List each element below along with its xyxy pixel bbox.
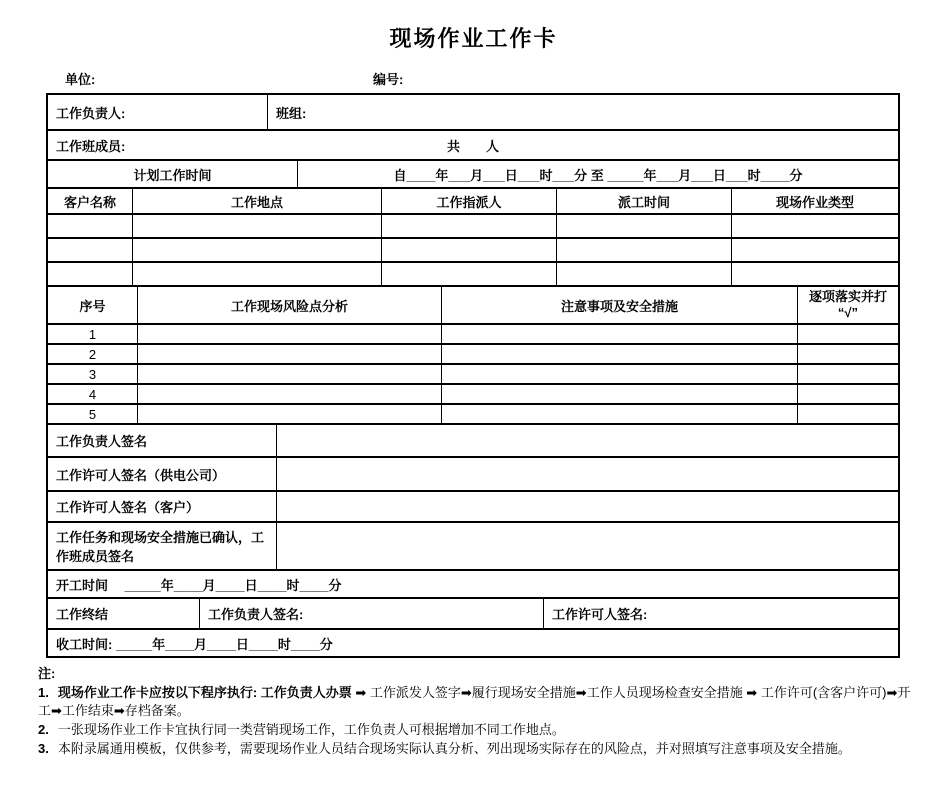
customer-name-cell: [48, 263, 132, 285]
members-signature-cell: [276, 523, 898, 569]
risk-row: [48, 323, 898, 343]
work-type-header: 现场作业类型: [731, 189, 898, 213]
check-mark-cell: [797, 365, 898, 383]
work-type-cell: [731, 239, 898, 261]
customer-empty-row: [48, 237, 898, 261]
work-location-header: 工作地点: [132, 189, 381, 213]
work-end-row: [48, 597, 898, 628]
risk-analysis-cell: [137, 325, 441, 343]
note-item-1: [38, 684, 918, 720]
work-type-cell: [731, 263, 898, 285]
work-location-cell: [132, 263, 381, 285]
work-assigner-cell: [381, 215, 556, 237]
leader-signature-cell: [276, 425, 898, 456]
plan-time-row: [48, 159, 898, 187]
customer-name-header: 客户名称: [63, 194, 116, 210]
seq-number: 4: [88, 386, 97, 402]
plan-time-blanks: 自____年___月___日___时___分 至 _____年___月___日___时____分: [297, 161, 898, 187]
note-1-text: ➡ 工作派发人签字➡履行现场安全措施➡工作人员现场检查安全措施 ➡ 工作许可(含客户许可)➡开工➡工作结束➡存档备案。: [38, 685, 911, 718]
risk-header-row: [48, 285, 898, 323]
note-3-text: 本附录属通用模板，仅供参考，需要现场作业人员结合现场实际认真分析、列出现场实际存在的风险点，并对照填写注意事项及安全措施。: [57, 741, 851, 756]
unit-label: 单位:: [65, 72, 96, 87]
note-2-number: 2.: [38, 722, 49, 737]
members-signature-label: 工作任务和现场安全措施已确认，工作班成员签名: [56, 530, 265, 564]
dispatch-time-cell: [556, 215, 731, 237]
work-assigner-cell: [381, 239, 556, 261]
permit-company-signature-row: [48, 456, 898, 490]
customer-empty-row: [48, 213, 898, 237]
note-1-bold-text: 现场作业工作卡应按以下程序执行: 工作负责人办票: [57, 685, 352, 700]
customer-name-cell: [48, 215, 132, 237]
work-location-cell: [132, 239, 381, 261]
dispatch-time-header: 派工时间: [556, 189, 731, 213]
members-total-label: 共 人: [446, 138, 499, 154]
work-location-cell: [132, 215, 381, 237]
check-mark-cell: [797, 345, 898, 363]
work-assigner-cell: [381, 263, 556, 285]
members-cell: [48, 131, 898, 159]
notes-label: 注:: [38, 666, 56, 681]
customer-header-row: [48, 187, 898, 213]
risk-analysis-cell: [137, 385, 441, 403]
note-1-number: 1.: [38, 685, 49, 700]
seq-number: 1: [88, 326, 97, 342]
page-title: 现场作业工作卡: [389, 26, 558, 51]
check-mark-header: 逐项落实并打 “√”: [797, 287, 898, 323]
leader-signature-row: [48, 423, 898, 456]
precautions-cell: [441, 405, 797, 423]
end-permit-sign-label: 工作许可人签名:: [543, 599, 898, 628]
precautions-cell: [441, 345, 797, 363]
seq-number: 5: [88, 406, 97, 422]
dispatch-time-cell: [556, 239, 731, 261]
members-signature-row: [48, 521, 898, 569]
customer-empty-row: [48, 261, 898, 285]
note-3-number: 3.: [38, 741, 49, 756]
check-mark-cell: [797, 385, 898, 403]
members-row: [48, 129, 898, 159]
notes-section: [38, 665, 947, 758]
seq-number: 2: [88, 346, 97, 362]
risk-analysis-cell: [137, 365, 441, 383]
work-type-cell: [731, 215, 898, 237]
risk-row: [48, 383, 898, 403]
work-card-table: [46, 93, 900, 658]
seq-number: 3: [88, 366, 97, 382]
check-mark-cell: [797, 405, 898, 423]
check-mark-cell: [797, 325, 898, 343]
start-time-blanks: 开工时间 _____年____月____日____时____分: [56, 577, 342, 593]
number-label: 编号:: [373, 72, 404, 87]
permit-company-signature-cell: [276, 458, 898, 490]
risk-row: [48, 343, 898, 363]
permit-company-signature-label: 工作许可人签名（供电公司）: [56, 467, 226, 483]
risk-analysis-cell: [137, 345, 441, 363]
customer-name-cell: [48, 239, 132, 261]
plan-time-label: 计划工作时间: [133, 167, 212, 183]
finish-time-blanks: 收工时间: _____年____月____日____时____分: [56, 636, 333, 652]
leader-signature-label: 工作负责人签名: [56, 434, 148, 449]
risk-row: [48, 363, 898, 383]
work-leader-label: 工作负责人:: [56, 105, 126, 121]
dispatch-time-cell: [556, 263, 731, 285]
risk-analysis-cell: [137, 405, 441, 423]
members-label: 工作班成员:: [56, 138, 126, 154]
work-assigner-header: 工作指派人: [381, 189, 556, 213]
note-item-2: [38, 721, 918, 739]
permit-customer-signature-label: 工作许可人签名（客户）: [56, 500, 200, 515]
precautions-cell: [441, 385, 797, 403]
leader-team-row: [48, 95, 898, 129]
permit-customer-signature-cell: [276, 492, 898, 521]
seq-header: 序号: [79, 298, 106, 314]
precautions-cell: [441, 365, 797, 383]
note-item-3: [38, 740, 918, 758]
start-time-row: [48, 569, 898, 597]
precautions-cell: [441, 325, 797, 343]
risk-analysis-header: 工作现场风险点分析: [137, 287, 441, 323]
work-end-label: 工作终结: [56, 607, 109, 622]
precautions-header: 注意事项及安全措施: [441, 287, 797, 323]
note-2-text: 一张现场作业工作卡宜执行同一类营销现场工作，工作负责人可根据增加不同工作地点。: [57, 722, 565, 737]
document-meta-line: [0, 69, 947, 89]
permit-customer-signature-row: [48, 490, 898, 521]
team-label: 班组:: [267, 95, 898, 129]
finish-time-row: [48, 628, 898, 656]
risk-row: [48, 403, 898, 423]
end-leader-sign-label: 工作负责人签名:: [199, 599, 543, 628]
